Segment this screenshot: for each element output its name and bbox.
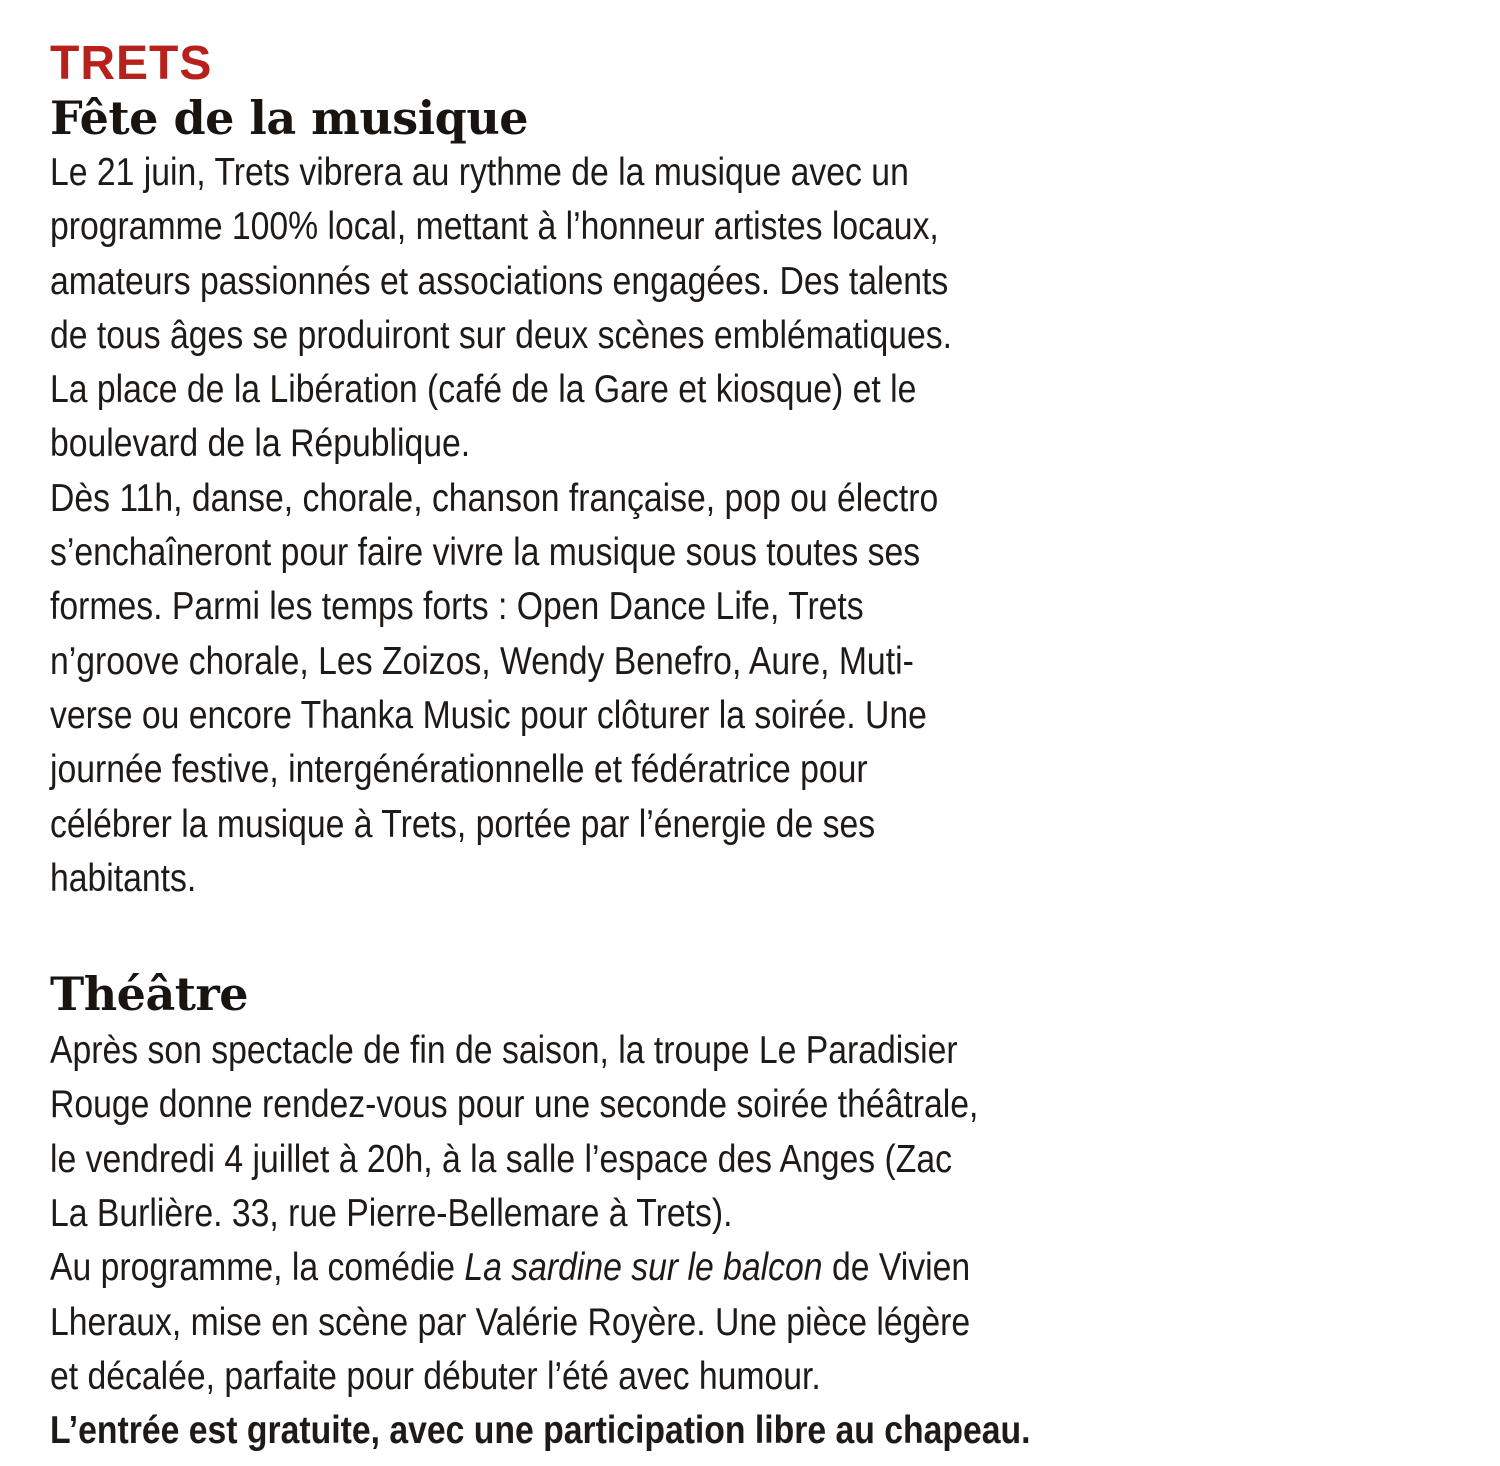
- body-line: s’enchaîneront pour faire vivre la musique sous toutes ses: [50, 531, 921, 575]
- body-line: La place de la Libération (café de la Gare et kiosque) et le: [50, 368, 917, 412]
- body-line: formes. Parmi les temps forts : Open Dance Life, Trets: [50, 585, 864, 629]
- section-title-fete-de-la-musique: Fête de la musique: [50, 91, 529, 145]
- closing-note: L’entrée est gratuite, avec une participation libre au chapeau.: [50, 1409, 1031, 1453]
- section-body-theatre: [50, 1024, 1287, 1458]
- section-title-theatre: Théâtre: [50, 967, 248, 1022]
- body-line-with-play-title: [50, 1241, 1287, 1295]
- body-line: habitants.: [50, 856, 197, 900]
- body-line: de tous âges se produiront sur deux scènes emblématiques.: [50, 313, 953, 357]
- body-line: boulevard de la République.: [50, 422, 471, 466]
- body-line: verse ou encore Thanka Music pour clôturer la soirée. Une: [50, 693, 927, 737]
- body-line: et décalée, parfaite pour débuter l’été avec humour.: [50, 1354, 821, 1398]
- body-line: programme 100% local, mettant à l’honneur artistes locaux,: [50, 205, 939, 249]
- body-text: de Vivien: [822, 1246, 971, 1290]
- body-text: Au programme, la comédie: [50, 1246, 465, 1290]
- body-line: le vendredi 4 juillet à 20h, à la salle l’espace des Anges (Zac: [50, 1137, 953, 1181]
- body-line: La Burlière. 33, rue Pierre-Bellemare à Trets).: [50, 1192, 733, 1236]
- location-kicker: TRETS: [50, 37, 213, 90]
- body-line: journée festive, intergénérationnelle et fédératrice pour: [50, 748, 868, 792]
- article: [50, 38, 1470, 1459]
- section-body-fete-de-la-musique: [50, 146, 1287, 906]
- body-line: Rouge donne rendez-vous pour une seconde soirée théâtrale,: [50, 1083, 979, 1127]
- body-line: Le 21 juin, Trets vibrera au rythme de la musique avec un: [50, 151, 909, 194]
- body-line: Lheraux, mise en scène par Valérie Royère. Une pièce légère: [50, 1300, 971, 1344]
- section-spacer: [50, 906, 1470, 960]
- body-line: n’groove chorale, Les Zoizos, Wendy Benefro, Aure, Muti-: [50, 639, 914, 683]
- body-line: Après son spectacle de fin de saison, la troupe Le Paradisier: [50, 1029, 958, 1073]
- body-line: amateurs passionnés et associations engagées. Des talents: [50, 259, 949, 303]
- body-line: célébrer la musique à Trets, portée par l’énergie de ses: [50, 802, 876, 846]
- play-title: La sardine sur le balcon: [464, 1246, 823, 1290]
- body-line: Dès 11h, danse, chorale, chanson française, pop ou électro: [50, 476, 939, 520]
